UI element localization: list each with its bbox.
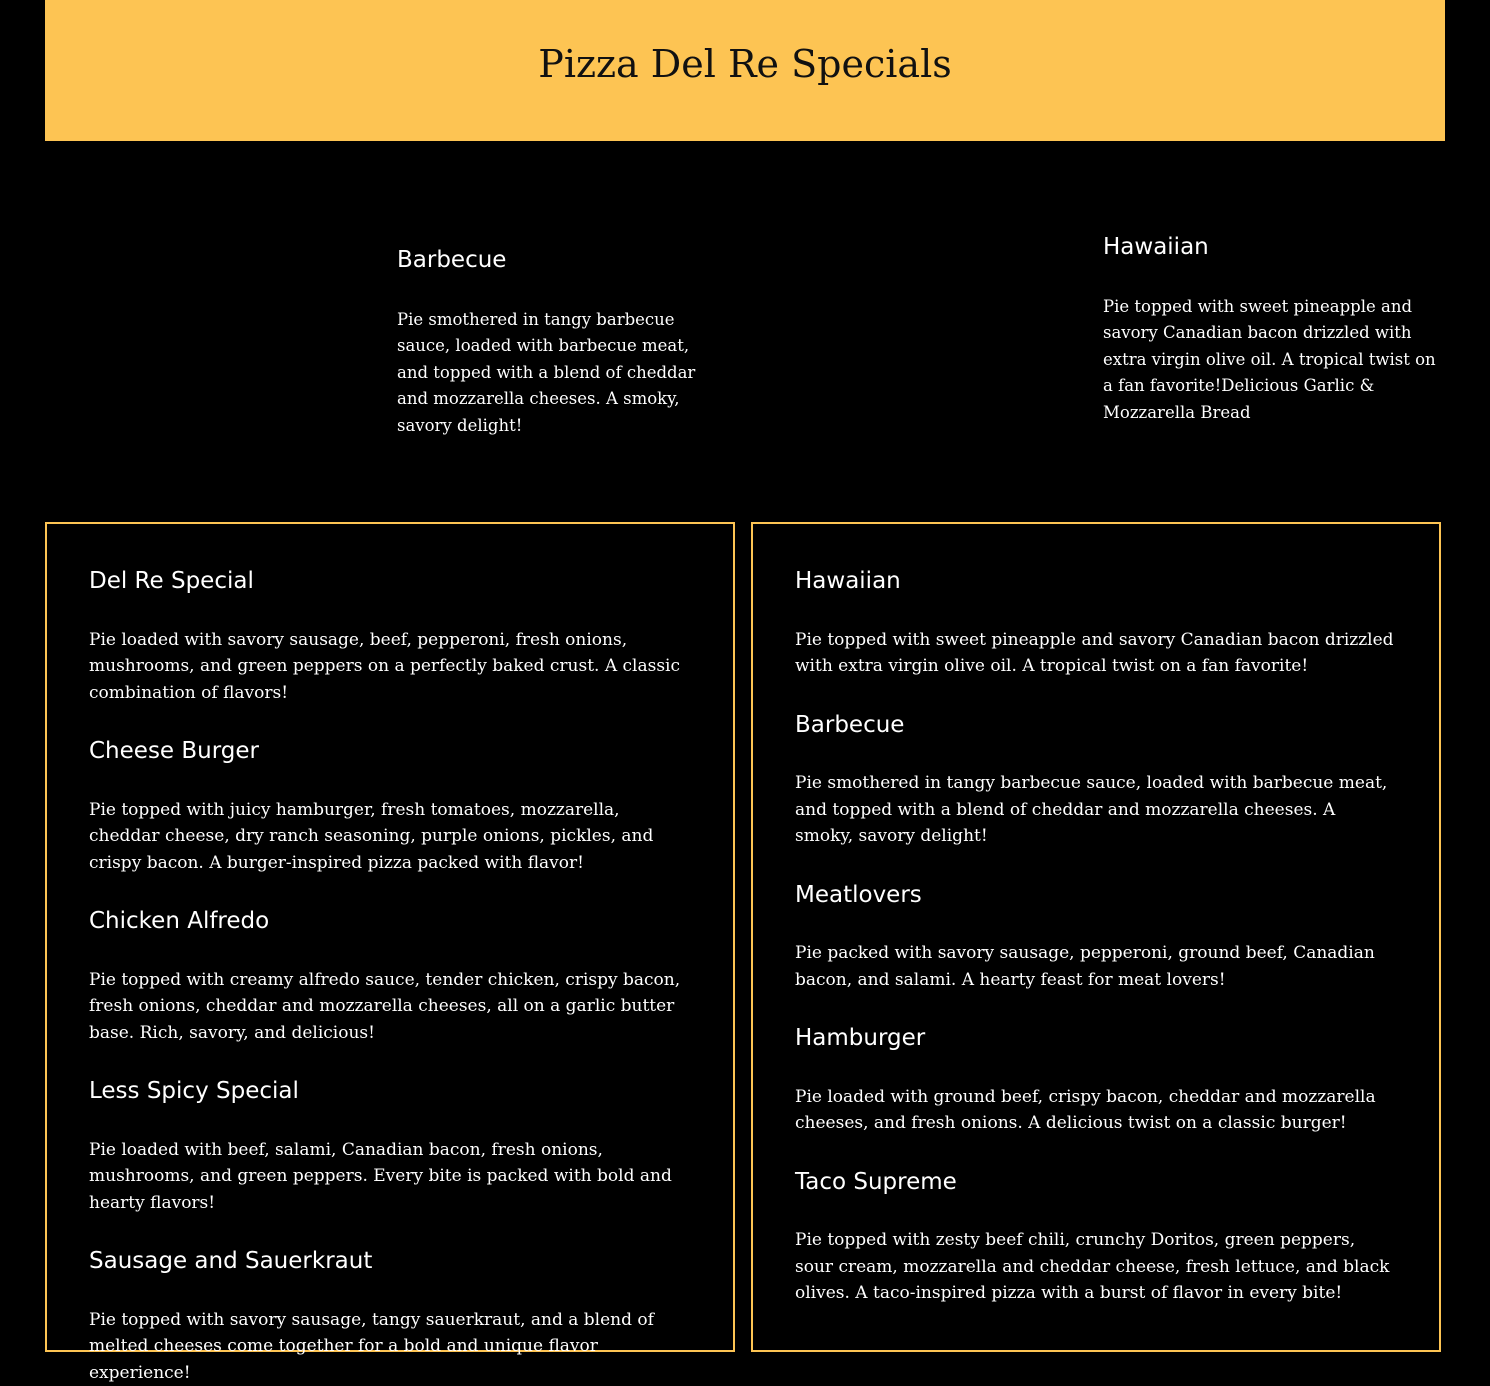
menu-item-description: Pie loaded with beef, salami, Canadian bacon, fresh onions, mushrooms, and green peppers. Every bite is packed with bold and hearty flavors! xyxy=(89,1139,672,1213)
menu-item-description: Pie smothered in tangy barbecue sauce, loaded with barbecue meat, and topped with a blend of cheddar and mozzarella cheeses. A smoky, savory delight! xyxy=(795,773,1388,847)
menu-item xyxy=(795,568,1397,680)
menu-item-description: Pie loaded with ground beef, crispy bacon, cheddar and mozzarella cheeses, and fresh onions. A delicious twist on a classic burger! xyxy=(795,1086,1376,1134)
menu-card-left xyxy=(45,522,735,1383)
menu-item-description: Pie loaded with savory sausage, beef, pepperoni, fresh onions, mushrooms, and green peppers on a perfectly baked crust. A classic combination of flavors! xyxy=(89,629,681,703)
menu-item-name: Taco Supreme xyxy=(795,1168,957,1195)
menu-item-name: Hawaiian xyxy=(795,568,901,594)
menu-item-description: Pie topped with creamy alfredo sauce, tender chicken, crispy bacon, fresh onions, cheddar and mozzarella cheeses, all on a garlic butter base. Rich, savory, and delicious! xyxy=(89,969,681,1043)
menu-item-name: Chicken Alfredo xyxy=(89,908,270,935)
menu-item-name: Del Re Special xyxy=(89,568,254,594)
special-description: Pie topped with sweet pineapple and savory Canadian bacon drizzled with extra virgin olive oil. A tropical twist on a fan favorite!Delicious Garlic & Mozzarella Bread xyxy=(1103,296,1436,422)
menu-item-name: Cheese Burger xyxy=(89,738,259,765)
menu-item-description: Pie topped with juicy hamburger, fresh tomatoes, mozzarella, cheddar cheese, dry ranch seasoning, purple onions, pickles, and crispy bacon. A burger-inspired pizza packed with flavor! xyxy=(89,799,654,873)
menu-item xyxy=(89,1078,691,1216)
menu-item xyxy=(795,1169,1397,1307)
menu-item xyxy=(795,1025,1397,1137)
featured-special-barbecue xyxy=(397,247,717,439)
menu-item xyxy=(795,712,1397,850)
special-name: Barbecue xyxy=(397,247,507,273)
menu-item xyxy=(795,882,1397,994)
menu-item-description: Pie topped with zesty beef chili, crunchy Doritos, green peppers, sour cream, mozzarella and cheddar cheese, fresh lettuce, and black olives. A taco-inspired pizza with a burst of flavor in every bite! xyxy=(795,1230,1390,1304)
special-name: Hawaiian xyxy=(1103,234,1209,260)
menu-item-name: Sausage and Sauerkraut xyxy=(89,1248,373,1275)
menu-item-description: Pie packed with savory sausage, pepperoni, ground beef, Canadian bacon, and salami. A hearty feast for meat lovers! xyxy=(795,943,1375,990)
page-header xyxy=(45,0,1445,141)
menu-item xyxy=(89,908,691,1046)
menu-item-name: Hamburger xyxy=(795,1025,926,1052)
menu-card-right xyxy=(751,522,1441,1352)
menu-item-description: Pie topped with savory sausage, tangy sauerkraut, and a blend of melted cheeses come together for a bold and unique flavor experience! xyxy=(89,1309,654,1383)
menu-item xyxy=(89,738,691,876)
menu-item xyxy=(89,568,691,706)
menu-item-name: Meatlovers xyxy=(795,881,922,908)
featured-special-hawaiian xyxy=(1103,234,1438,426)
menu-item-description: Pie topped with sweet pineapple and savory Canadian bacon drizzled with extra virgin olive oil. A tropical twist on a fan favorite! xyxy=(795,629,1394,677)
special-description: Pie smothered in tangy barbecue sauce, loaded with barbecue meat, and topped with a blend of cheddar and mozzarella cheeses. A smoky, savory delight! xyxy=(397,309,696,435)
page-title: Pizza Del Re Specials xyxy=(538,41,952,86)
menu-item xyxy=(89,1248,691,1386)
menu-item-name: Barbecue xyxy=(795,711,905,738)
menu-item-name: Less Spicy Special xyxy=(89,1078,299,1105)
